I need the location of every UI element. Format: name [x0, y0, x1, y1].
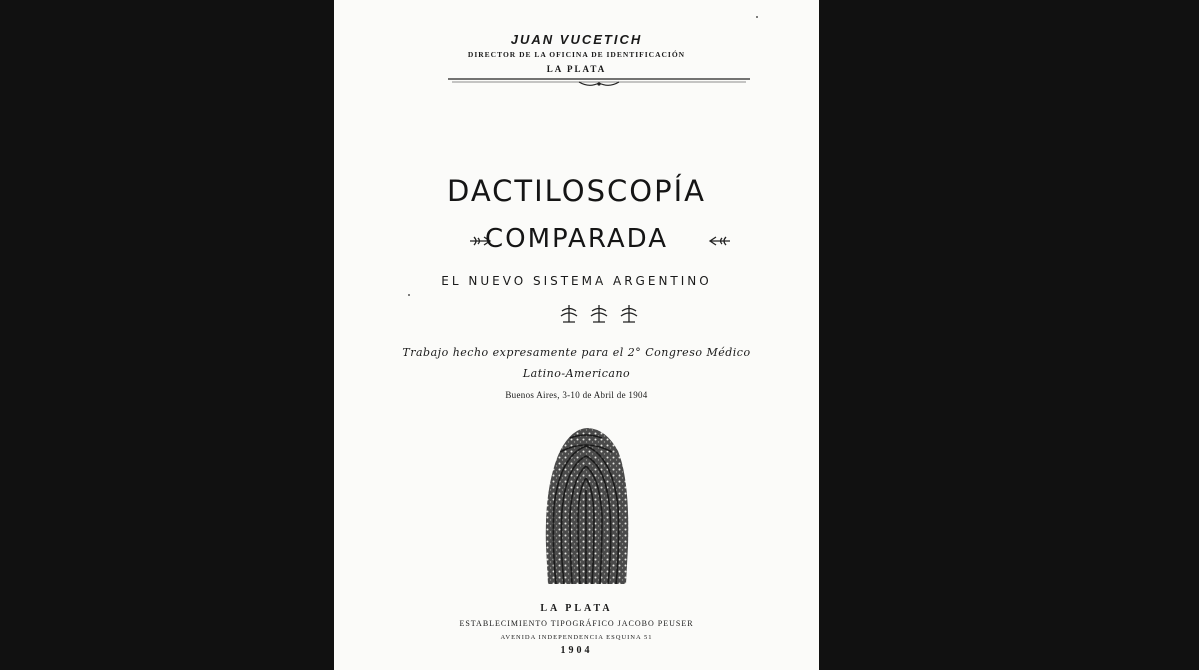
book-subtitle: EL NUEVO SISTEMA ARGENTINO	[441, 274, 712, 288]
author-name: JUAN VUCETICH	[510, 32, 643, 47]
fingerprint-image	[540, 426, 632, 586]
book-title-line2: COMPARADA	[484, 224, 668, 254]
author-city: LA PLATA	[546, 64, 607, 74]
dedication-line2: Latino-Americano	[522, 367, 631, 380]
author-office: DIRECTOR DE LA OFICINA DE IDENTIFICACIÓN	[467, 50, 686, 59]
fleuron-icon	[554, 302, 644, 326]
imprint-printer: ESTABLECIMIENTO TIPOGRÁFICO JACOBO PEUSER	[459, 619, 694, 628]
right-flourish-icon	[706, 234, 732, 248]
congress-dates: Buenos Aires, 3-10 de Abril de 1904	[505, 390, 648, 400]
title-page	[334, 0, 819, 670]
header-rule-ornament	[448, 76, 750, 88]
book-title-line1: DACTILOSCOPÍA	[447, 174, 706, 208]
paper-speck	[756, 16, 758, 18]
imprint-year: 1904	[560, 645, 593, 656]
dedication-line1: Trabajo hecho expresamente para el 2° Congreso Médico	[402, 346, 751, 359]
imprint-address: AVENIDA INDEPENDENCIA ESQUINA 51	[500, 634, 653, 641]
imprint-city: LA PLATA	[540, 603, 613, 614]
paper-speck	[408, 294, 410, 296]
